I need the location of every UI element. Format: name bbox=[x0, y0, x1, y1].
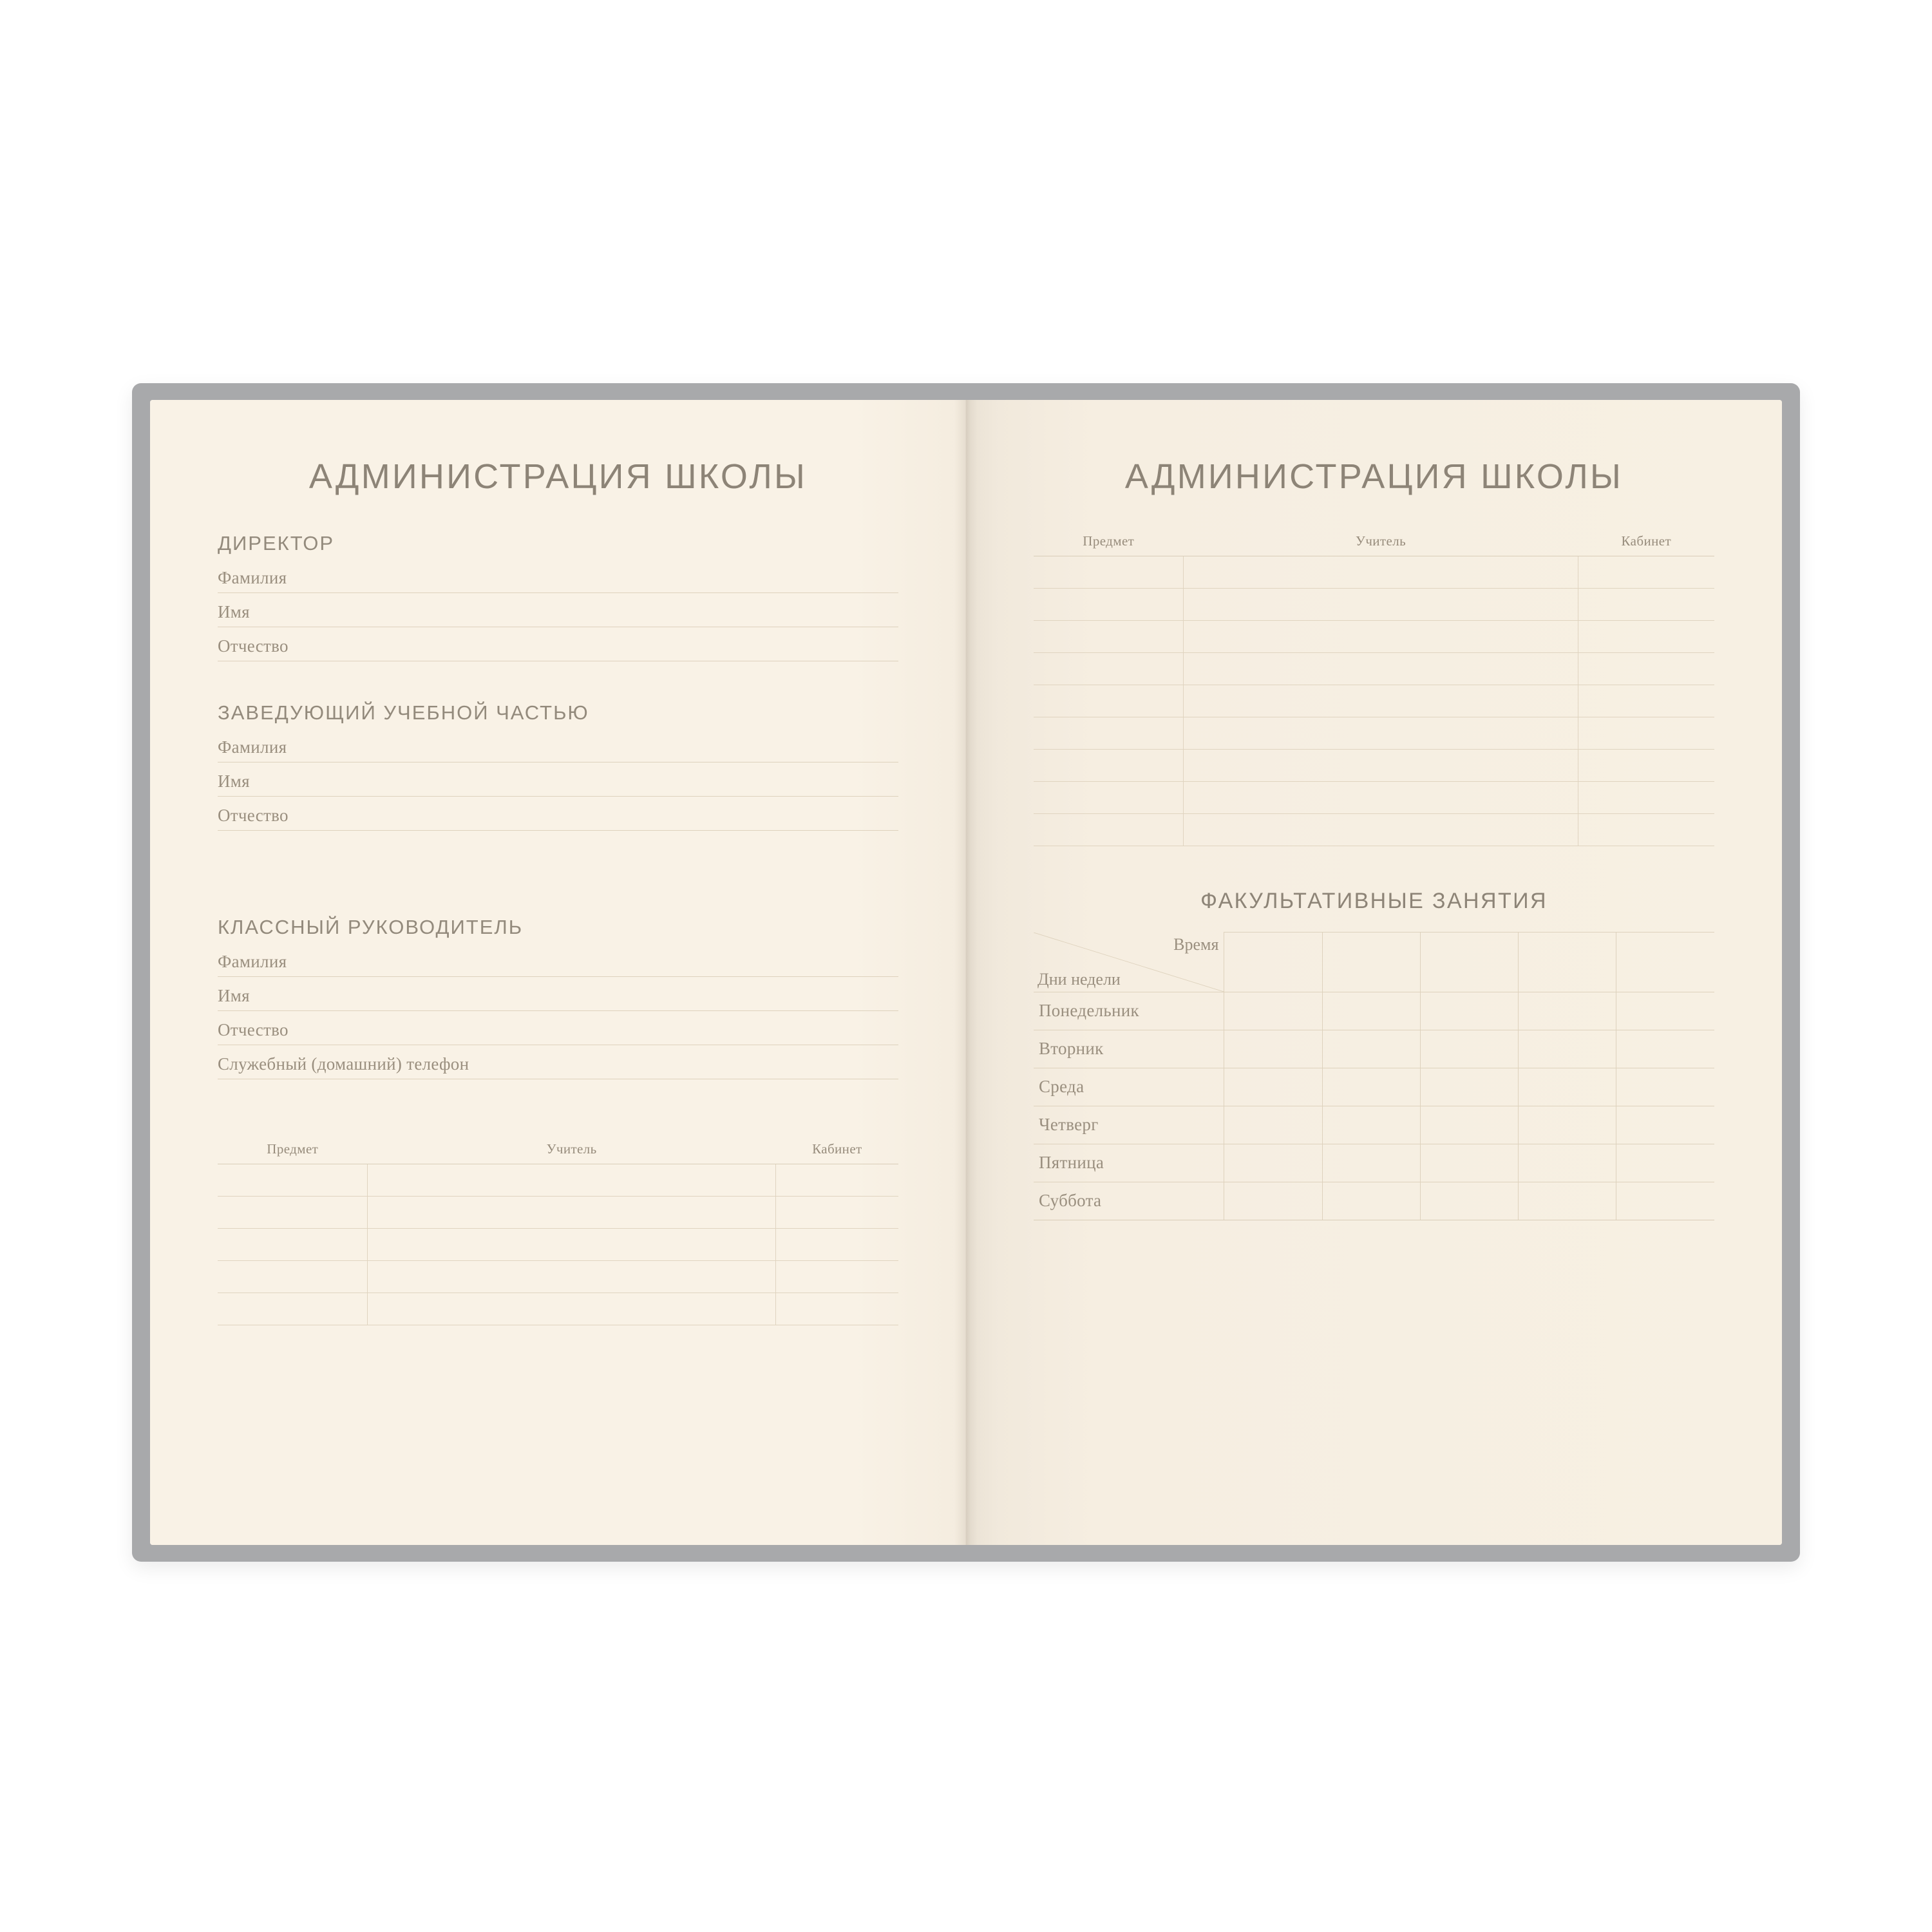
lesson-cell[interactable] bbox=[1420, 1144, 1518, 1182]
field-row-hos-lastname[interactable] bbox=[218, 728, 898, 762]
table-row[interactable] bbox=[1034, 589, 1714, 621]
lesson-cell[interactable] bbox=[1420, 1182, 1518, 1220]
cell-teacher[interactable] bbox=[368, 1164, 776, 1197]
table-row[interactable] bbox=[218, 1229, 898, 1261]
cell-teacher[interactable] bbox=[1184, 717, 1578, 750]
time-slot-cell[interactable] bbox=[1420, 933, 1518, 992]
lesson-cell[interactable] bbox=[1224, 1068, 1322, 1106]
time-slot-cell[interactable] bbox=[1616, 933, 1714, 992]
lesson-cell[interactable] bbox=[1224, 1106, 1322, 1144]
cell-room[interactable] bbox=[1578, 814, 1714, 846]
cell-subject[interactable] bbox=[218, 1164, 368, 1197]
cell-subject[interactable] bbox=[1034, 653, 1184, 685]
lesson-cell[interactable] bbox=[1420, 1068, 1518, 1106]
lesson-cell[interactable] bbox=[1519, 992, 1616, 1030]
cell-teacher[interactable] bbox=[1184, 556, 1578, 589]
cell-teacher[interactable] bbox=[368, 1229, 776, 1261]
right-subjects-table bbox=[1034, 533, 1714, 846]
field-row-hos-patronymic[interactable] bbox=[218, 797, 898, 831]
left-page bbox=[150, 400, 966, 1545]
table-row[interactable] bbox=[1034, 717, 1714, 750]
day-label-wednesday: Среда bbox=[1034, 1068, 1224, 1106]
cell-teacher[interactable] bbox=[368, 1197, 776, 1229]
cell-teacher[interactable] bbox=[1184, 653, 1578, 685]
lesson-cell[interactable] bbox=[1420, 992, 1518, 1030]
cell-subject[interactable] bbox=[1034, 685, 1184, 717]
cell-room[interactable] bbox=[1578, 653, 1714, 685]
table-row[interactable] bbox=[1034, 653, 1714, 685]
day-label-saturday: Суббота bbox=[1034, 1182, 1224, 1220]
cell-room[interactable] bbox=[776, 1164, 898, 1197]
cell-subject[interactable] bbox=[218, 1229, 368, 1261]
facultative-day-row[interactable] bbox=[1034, 1030, 1714, 1068]
lesson-cell[interactable] bbox=[1224, 1182, 1322, 1220]
lesson-cell[interactable] bbox=[1616, 1030, 1714, 1068]
cell-subject[interactable] bbox=[218, 1293, 368, 1325]
facultative-time-label: Время bbox=[1173, 934, 1219, 954]
lesson-cell[interactable] bbox=[1322, 1144, 1420, 1182]
cell-subject[interactable] bbox=[1034, 750, 1184, 782]
column-header-subject: Предмет bbox=[218, 1141, 368, 1164]
cell-room[interactable] bbox=[1578, 556, 1714, 589]
cell-teacher[interactable] bbox=[368, 1261, 776, 1293]
field-label: Фамилия bbox=[218, 952, 287, 972]
field-label: Отчество bbox=[218, 806, 289, 826]
lesson-cell[interactable] bbox=[1322, 1106, 1420, 1144]
lesson-cell[interactable] bbox=[1616, 1182, 1714, 1220]
cell-subject[interactable] bbox=[1034, 782, 1184, 814]
lesson-cell[interactable] bbox=[1616, 1068, 1714, 1106]
field-row-ct-lastname[interactable] bbox=[218, 943, 898, 977]
cell-teacher[interactable] bbox=[1184, 621, 1578, 653]
field-row-director-patronymic[interactable] bbox=[218, 627, 898, 661]
field-row-hos-firstname[interactable] bbox=[218, 762, 898, 797]
lesson-cell[interactable] bbox=[1322, 992, 1420, 1030]
section-heading-head-of-studies: ЗАВЕДУЮЩИЙ УЧЕБНОЙ ЧАСТЬЮ bbox=[218, 701, 589, 724]
facultative-day-row[interactable] bbox=[1034, 1068, 1714, 1106]
cell-room[interactable] bbox=[1578, 717, 1714, 750]
cell-teacher[interactable] bbox=[1184, 814, 1578, 846]
section-heading-class-teacher: КЛАССНЫЙ РУКОВОДИТЕЛЬ bbox=[218, 916, 524, 939]
table-row[interactable] bbox=[218, 1261, 898, 1293]
cell-subject[interactable] bbox=[1034, 717, 1184, 750]
lesson-cell[interactable] bbox=[1224, 992, 1322, 1030]
cell-teacher[interactable] bbox=[1184, 782, 1578, 814]
lesson-cell[interactable] bbox=[1224, 1030, 1322, 1068]
cell-room[interactable] bbox=[776, 1197, 898, 1229]
table-row[interactable] bbox=[1034, 556, 1714, 589]
field-row-director-lastname[interactable] bbox=[218, 559, 898, 593]
facultative-day-row[interactable] bbox=[1034, 992, 1714, 1030]
cell-subject[interactable] bbox=[1034, 556, 1184, 589]
cell-room[interactable] bbox=[1578, 621, 1714, 653]
field-label: Имя bbox=[218, 986, 250, 1006]
cell-room[interactable] bbox=[1578, 782, 1714, 814]
cell-subject[interactable] bbox=[1034, 621, 1184, 653]
column-header-room: Кабинет bbox=[1578, 533, 1714, 556]
table-row[interactable] bbox=[218, 1293, 898, 1325]
time-slot-cell[interactable] bbox=[1519, 933, 1616, 992]
cell-room[interactable] bbox=[776, 1293, 898, 1325]
head-of-studies-field-list bbox=[218, 728, 898, 831]
table-row[interactable] bbox=[218, 1197, 898, 1229]
day-label-friday: Пятница bbox=[1034, 1144, 1224, 1182]
column-header-room: Кабинет bbox=[776, 1141, 898, 1164]
field-label: Отчество bbox=[218, 1020, 289, 1040]
time-slot-cell[interactable] bbox=[1224, 933, 1322, 992]
day-label-thursday: Четверг bbox=[1034, 1106, 1224, 1144]
cell-room[interactable] bbox=[1578, 685, 1714, 717]
notebook-cover bbox=[132, 383, 1800, 1562]
field-label: Отчество bbox=[218, 636, 289, 656]
cell-subject[interactable] bbox=[1034, 814, 1184, 846]
cell-teacher[interactable] bbox=[1184, 750, 1578, 782]
cell-teacher[interactable] bbox=[368, 1293, 776, 1325]
field-row-ct-patronymic[interactable] bbox=[218, 1011, 898, 1045]
cell-room[interactable] bbox=[1578, 750, 1714, 782]
facultative-day-row[interactable] bbox=[1034, 1106, 1714, 1144]
cell-teacher[interactable] bbox=[1184, 685, 1578, 717]
notebook-pages bbox=[150, 400, 1782, 1545]
field-label: Фамилия bbox=[218, 568, 287, 588]
facultative-header-row bbox=[1034, 933, 1714, 992]
cell-room[interactable] bbox=[776, 1229, 898, 1261]
time-slot-cell[interactable] bbox=[1322, 933, 1420, 992]
cell-room[interactable] bbox=[1578, 589, 1714, 621]
lesson-cell[interactable] bbox=[1519, 1182, 1616, 1220]
lesson-cell[interactable] bbox=[1519, 1068, 1616, 1106]
table-row[interactable] bbox=[1034, 814, 1714, 846]
cell-teacher[interactable] bbox=[1184, 589, 1578, 621]
table-row[interactable] bbox=[1034, 782, 1714, 814]
table-row[interactable] bbox=[1034, 685, 1714, 717]
right-page-title: АДМИНИСТРАЦИЯ ШКОЛЫ bbox=[1124, 457, 1624, 496]
column-header-teacher: Учитель bbox=[368, 1141, 776, 1164]
lesson-cell[interactable] bbox=[1322, 1068, 1420, 1106]
table-row[interactable] bbox=[1034, 750, 1714, 782]
lesson-cell[interactable] bbox=[1322, 1182, 1420, 1220]
cell-room[interactable] bbox=[776, 1261, 898, 1293]
class-teacher-field-list bbox=[218, 943, 898, 1079]
lesson-cell[interactable] bbox=[1224, 1144, 1322, 1182]
table-row[interactable] bbox=[1034, 621, 1714, 653]
lesson-cell[interactable] bbox=[1616, 1106, 1714, 1144]
lesson-cell[interactable] bbox=[1322, 1030, 1420, 1068]
field-label: Имя bbox=[218, 772, 250, 791]
lesson-cell[interactable] bbox=[1519, 1106, 1616, 1144]
facultative-day-row[interactable] bbox=[1034, 1144, 1714, 1182]
right-subjects-table-body bbox=[1034, 556, 1714, 846]
column-header-teacher: Учитель bbox=[1184, 533, 1578, 556]
facultative-day-row[interactable] bbox=[1034, 1182, 1714, 1220]
facultative-corner-cell bbox=[1034, 933, 1224, 992]
facultative-table bbox=[1034, 932, 1714, 1220]
field-row-ct-firstname[interactable] bbox=[218, 977, 898, 1011]
facultative-title: ФАКУЛЬТАТИВНЫЕ ЗАНЯТИЯ bbox=[1200, 889, 1548, 914]
left-page-title: АДМИНИСТРАЦИЯ ШКОЛЫ bbox=[308, 457, 808, 496]
day-label-tuesday: Вторник bbox=[1034, 1030, 1224, 1068]
table-row[interactable] bbox=[218, 1164, 898, 1197]
right-page bbox=[966, 400, 1782, 1545]
lesson-cell[interactable] bbox=[1420, 1106, 1518, 1144]
lesson-cell[interactable] bbox=[1616, 992, 1714, 1030]
cell-subject[interactable] bbox=[218, 1261, 368, 1293]
facultative-days-label: Дни недели bbox=[1037, 969, 1121, 989]
field-row-ct-phone[interactable] bbox=[218, 1045, 898, 1079]
cell-subject[interactable] bbox=[218, 1197, 368, 1229]
cell-subject[interactable] bbox=[1034, 589, 1184, 621]
left-subjects-table-body bbox=[218, 1164, 898, 1325]
column-header-subject: Предмет bbox=[1034, 533, 1184, 556]
left-subjects-table bbox=[218, 1141, 898, 1325]
field-label: Служебный (домашний) телефон bbox=[218, 1054, 469, 1074]
director-field-list bbox=[218, 559, 898, 661]
field-label: Имя bbox=[218, 602, 250, 622]
field-label: Фамилия bbox=[218, 737, 287, 757]
section-heading-director: ДИРЕКТОР bbox=[218, 532, 335, 555]
field-row-director-firstname[interactable] bbox=[218, 593, 898, 627]
lesson-cell[interactable] bbox=[1519, 1144, 1616, 1182]
day-label-monday: Понедельник bbox=[1034, 992, 1224, 1030]
lesson-cell[interactable] bbox=[1616, 1144, 1714, 1182]
lesson-cell[interactable] bbox=[1519, 1030, 1616, 1068]
facultative-table-body bbox=[1034, 933, 1714, 1220]
lesson-cell[interactable] bbox=[1420, 1030, 1518, 1068]
